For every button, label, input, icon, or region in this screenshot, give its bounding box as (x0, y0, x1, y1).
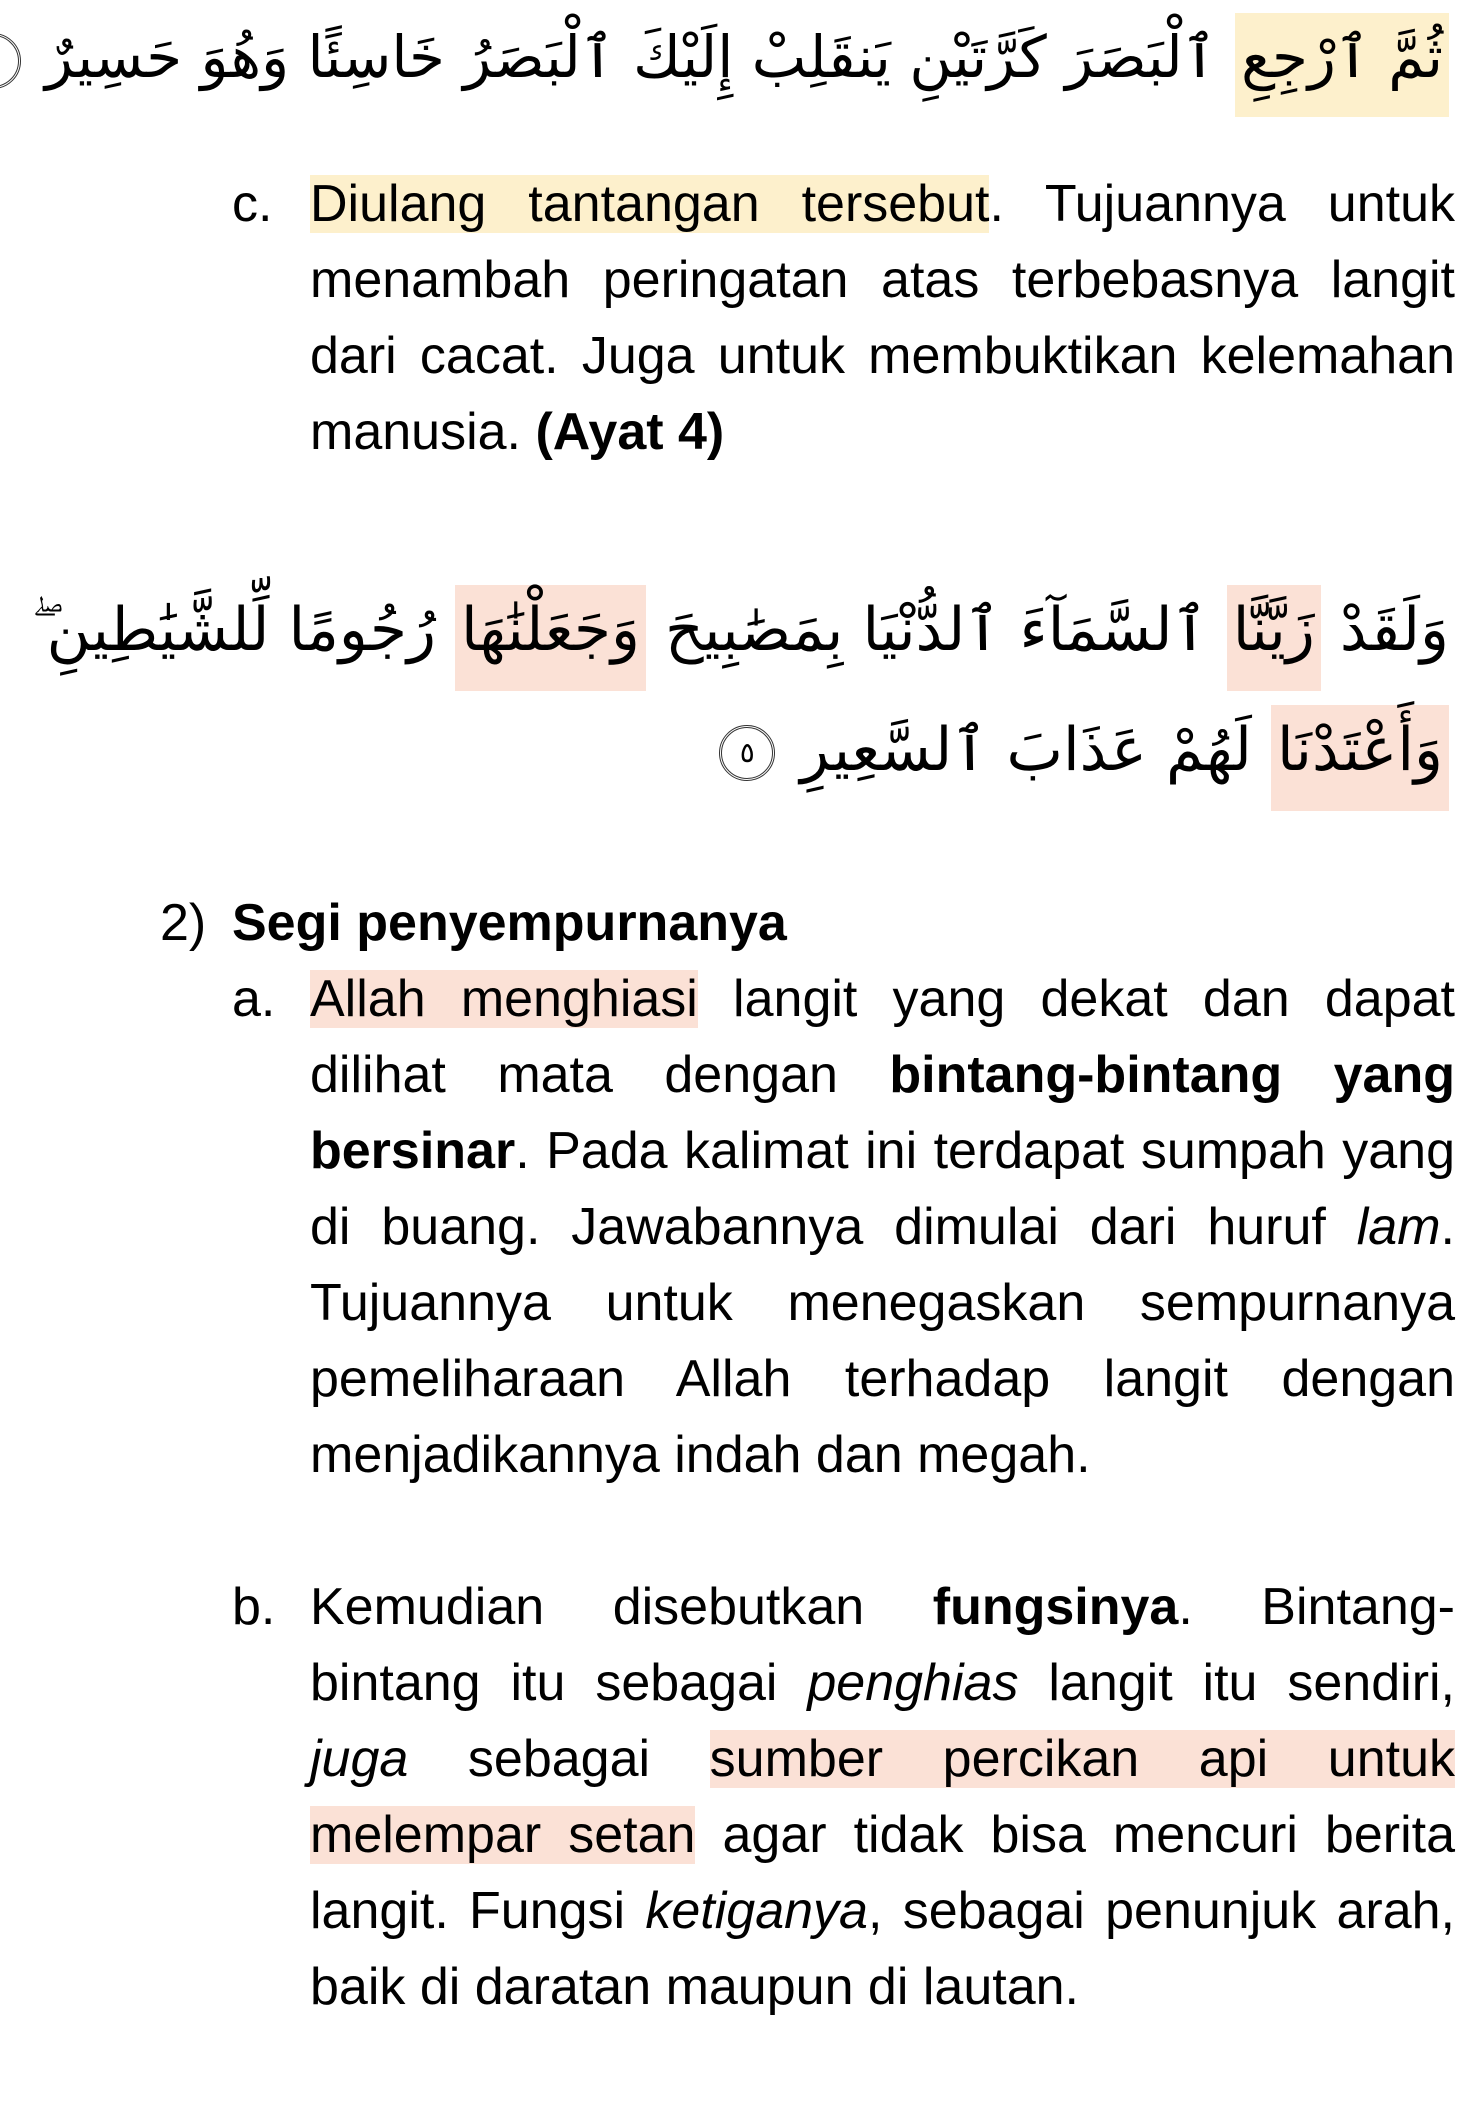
arabic-highlight-atadna: وَأَعْتَدْنَا (1271, 705, 1449, 811)
ayah-number-marker: ٥ (719, 725, 775, 781)
point-b-text-1: Kemudian disebutkan (310, 1578, 933, 1636)
arabic-highlight-zayyanna: زَيَّنَّا (1227, 585, 1321, 691)
section-marker-2: 2) (160, 894, 207, 952)
arabic-highlight-irji: ثُمَّ ٱرْجِعِ (1235, 13, 1449, 117)
point-b-bold: fungsinya (932, 1578, 1179, 1636)
highlight-diulang: Diulang tantangan tersebut (310, 175, 990, 233)
point-a-text-3: . Tujuannya untuk menegaskan sempurnanya pemeliharaan Allah terhadap langit dengan menjadikannya indah dan megah. (310, 1198, 1455, 1484)
point-a-text-2: . Pada kalimat ini terdapat sumpah yang di buang. Jawabannya dimulai dari huruf (310, 1122, 1455, 1256)
point-a-text-1: langit yang dekat dan dapat dilihat mata dengan (310, 970, 1455, 1104)
point-b-text-3: langit itu sendiri, (1018, 1654, 1456, 1712)
list-marker-a: a. (232, 970, 276, 1028)
arabic-highlight-jaalnaha: وَجَعَلْنَٰهَا (455, 585, 646, 691)
arabic-walaqad: وَلَقَدْ (1320, 595, 1449, 665)
point-b-text-5: agar tidak bisa mencuri berita langit. Fungsi (310, 1806, 1455, 1940)
arabic-verse-5-mid: ٱلسَّمَآءَ ٱلدُّنْيَا بِمَصَٰبِيحَ (645, 595, 1227, 665)
point-a-paragraph (310, 961, 1455, 1493)
point-b-text-4: sebagai (408, 1730, 710, 1788)
point-b-paragraph (310, 1569, 1455, 2025)
list-marker-b: b. (232, 1578, 276, 1636)
point-b-text-6: , sebagai penunjuk arah, baik di daratan maupun di lautan. (310, 1882, 1455, 2016)
list-marker-c: c. (232, 175, 273, 233)
point-a-bold: bintang-bintang yang bersinar (310, 1046, 1455, 1180)
highlight-allah-menghiasi: Allah menghiasi (310, 970, 698, 1028)
point-b-italic-ketiganya: ketiganya (645, 1882, 868, 1940)
arabic-verse-5-line-1 (31, 595, 1449, 665)
arabic-verse-5-line-2-text: لَهُمْ عَذَابَ ٱلسَّعِيرِ (781, 715, 1271, 785)
point-c-text: . Tujuannya untuk menambah peringatan atas terbebasnya langit dari cacat. Juga untuk membuktikan kelemahan manusia. (310, 175, 1455, 461)
point-b-text-2: . Bintang-bintang itu sebagai (310, 1578, 1455, 1712)
ayah-number-marker (0, 33, 21, 89)
arabic-verse-4 (0, 23, 1449, 91)
arabic-verse-5-end: رُجُومًا لِّلشَّيَٰطِينِ ۖ (31, 595, 456, 665)
point-a-italic-lam: lam (1356, 1198, 1441, 1256)
point-b-italic-juga: juga (310, 1730, 409, 1788)
arabic-verse-5-line-2 (713, 715, 1449, 785)
point-c-paragraph (310, 166, 1455, 470)
highlight-sumber-percikan: sumber percikan api untuk melempar setan (310, 1730, 1456, 1864)
section-heading: Segi penyempurnanya (232, 894, 787, 952)
arabic-verse-4-text: ٱلْبَصَرَ كَرَّتَيْنِ يَنقَلِبْ إِلَيْكَ ٱلْبَصَرُ خَاسِئًا وَهُوَ حَسِيرٌ (26, 23, 1236, 91)
point-b-italic-penghias: penghias (807, 1654, 1019, 1712)
ayat-reference: (Ayat 4) (535, 403, 725, 461)
